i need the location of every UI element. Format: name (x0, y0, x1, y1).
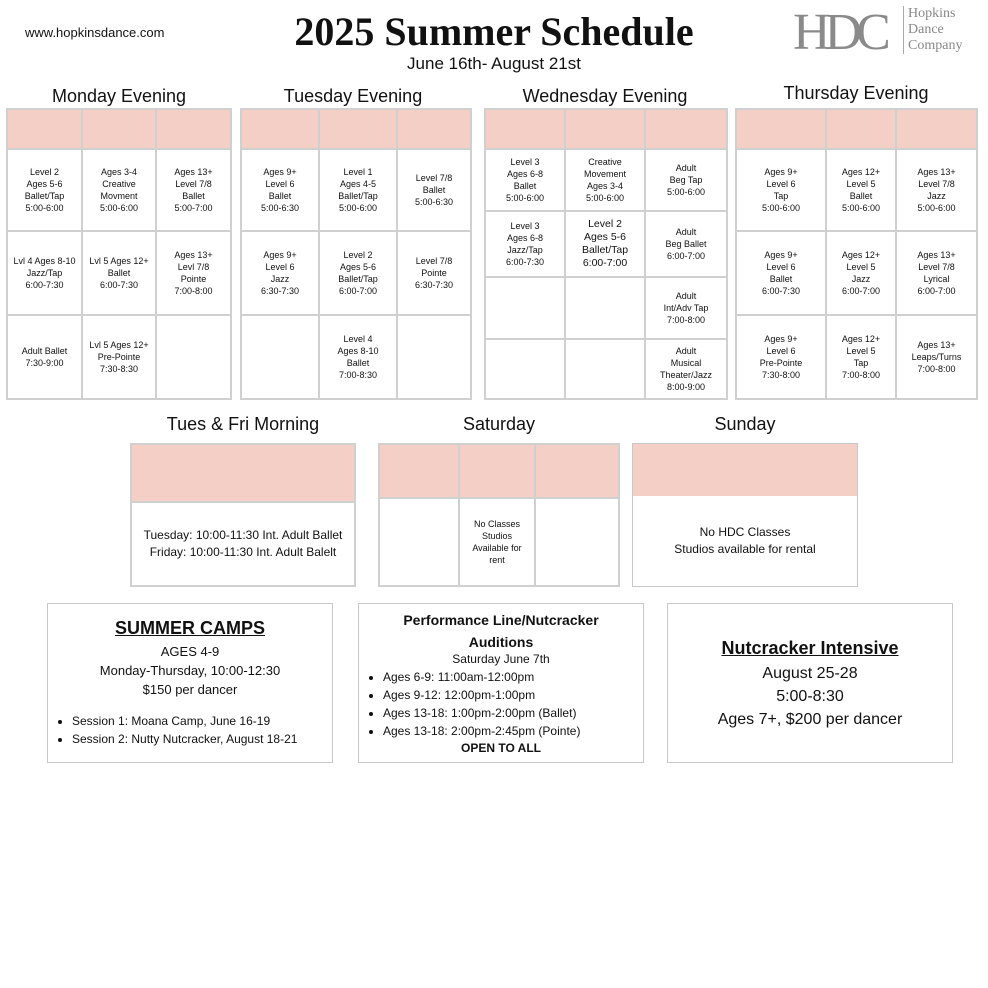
class-cell: No HDC Classes Studios available for rental (674, 525, 816, 556)
grid-header-cell (398, 110, 470, 150)
grid-header-cell (633, 444, 857, 496)
class-cell (486, 340, 566, 398)
grid-header-cell (242, 110, 320, 150)
class-cell: Ages 9+ Level 6 Tap 5:00-6:00 (737, 150, 827, 232)
auditions-box (358, 603, 644, 763)
morning-grid (130, 443, 356, 587)
summer-camps-box (47, 603, 333, 763)
monday-grid (6, 108, 232, 400)
class-cell: Level 1 Ages 4-5 Ballet/Tap 5:00-6:00 (320, 150, 398, 232)
intensive-details (668, 662, 952, 731)
class-cell: Ages 9+ Level 6 Pre-Pointe 7:30-8:00 (737, 316, 827, 398)
grid-header-cell (737, 110, 827, 150)
class-cell: Adult Ballet 7:30-9:00 (8, 316, 83, 398)
saturday-title: Saturday (462, 414, 536, 434)
grid-header-cell (157, 110, 230, 150)
summer-camps-title: SUMMER CAMPS (114, 618, 265, 638)
thursday-grid (735, 108, 978, 400)
camps-line: AGES 4-9 (160, 644, 220, 659)
class-cell (398, 316, 470, 398)
class-cell: Level 3 Ages 6-8 Ballet 5:00-6:00 (486, 150, 566, 212)
class-cell: Adult Int/Adv Tap 7:00-8:00 (646, 278, 726, 340)
tuesday-grid (240, 108, 472, 400)
class-cell (242, 316, 320, 398)
grid-header-cell (460, 445, 536, 499)
camps-session-item: • Session 1: Moana Camp, June 16-19 (72, 712, 297, 730)
class-cell (380, 499, 460, 585)
auditions-list (361, 668, 580, 740)
intensive-line: 5:00-8:30 (776, 688, 844, 705)
class-cell: Ages 13+ Level 7/8 Ballet 5:00-7:00 (157, 150, 230, 232)
logo-word: Dance (908, 22, 944, 37)
page-subtitle: June 16th- August 21st (407, 54, 581, 73)
class-cell: Ages 13+ Level 7/8 Lyrical 6:00-7:00 (897, 232, 976, 316)
page-title: 2025 Summer Schedule (294, 9, 694, 54)
intensive-title: Nutcracker Intensive (721, 638, 899, 658)
thursday-title: Thursday Evening (783, 83, 929, 103)
class-cell: Lvl 4 Ages 8-10 Jazz/Tap 6:00-7:30 (8, 232, 83, 316)
class-cell: Level 7/8 Ballet 5:00-6:30 (398, 150, 470, 232)
auditions-title-line: Performance Line/Nutcracker (403, 612, 599, 628)
auditions-item: • Ages 13-18: 2:00pm-2:45pm (Pointe) (383, 722, 580, 740)
camps-line: Monday-Thursday, 10:00-12:30 (99, 663, 281, 678)
camps-session-list (50, 712, 297, 748)
class-cell (536, 499, 618, 585)
auditions-footer: OPEN TO ALL (460, 741, 541, 755)
grid-header-cell (132, 445, 354, 503)
class-cell: Ages 13+ Leaps/Turns 7:00-8:00 (911, 340, 962, 374)
intensive-line: August 25-28 (762, 665, 858, 682)
sunday-grid (632, 443, 858, 587)
logo-mark: HDC (793, 4, 885, 61)
class-cell (566, 278, 646, 340)
wednesday-title: Wednesday Evening (522, 86, 688, 106)
sunday-title: Sunday (714, 414, 776, 434)
class-cell: Ages 9+ Level 6 Jazz 6:30-7:30 (242, 232, 320, 316)
class-cell: Ages 13+ Level 7/8 Jazz 5:00-6:00 (897, 150, 976, 232)
auditions-item: • Ages 9-12: 12:00pm-1:00pm (383, 686, 580, 704)
class-cell (566, 340, 646, 398)
class-cell: Adult Musical Theater/Jazz 8:00-9:00 (659, 346, 713, 392)
class-cell: Level 2 Ages 5-6 Ballet/Tap 5:00-6:00 (8, 150, 83, 232)
auditions-item: • Ages 6-9: 11:00am-12:00pm (383, 668, 580, 686)
class-cell: Tuesday: 10:00-11:30 Int. Adult Ballet Friday: 10:00-11:30 Int. Adult Balelt (143, 528, 343, 559)
class-cell (486, 278, 566, 340)
class-cell: Level 3 Ages 6-8 Jazz/Tap 6:00-7:30 (486, 212, 566, 278)
website-url[interactable]: www.hopkinsdance.com (25, 25, 165, 40)
class-cell: Adult Beg Ballet 6:00-7:00 (646, 212, 726, 278)
saturday-grid (378, 443, 620, 587)
tuesday-title: Tuesday Evening (283, 86, 423, 106)
camps-line: $150 per dancer (142, 682, 238, 697)
class-cell: Lvl 5 Ages 12+ Pre-Pointe 7:30-8:30 (83, 316, 157, 398)
logo-word: Company (908, 38, 963, 53)
grid-header-cell (83, 110, 157, 150)
class-cell: Lvl 5 Ages 12+ Ballet 6:00-7:30 (83, 232, 157, 316)
grid-header-cell (897, 110, 976, 150)
logo-words (903, 6, 962, 54)
grid-header-cell (827, 110, 897, 150)
intensive-box (667, 603, 953, 763)
grid-header-cell (380, 445, 460, 499)
class-cell: Level 4 Ages 8-10 Ballet 7:00-8:30 (320, 316, 398, 398)
class-cell: Ages 3-4 Creative Movment 5:00-6:00 (83, 150, 157, 232)
grid-header-cell (646, 110, 726, 150)
class-cell (157, 316, 230, 398)
intensive-line: Ages 7+, $200 per dancer (717, 711, 903, 728)
class-cell: Adult Beg Tap 5:00-6:00 (646, 150, 726, 212)
class-cell: Level 2 Ages 5-6 Ballet/Tap 6:00-7:00 (320, 232, 398, 316)
grid-header-cell (566, 110, 646, 150)
hdc-logo (793, 4, 983, 62)
camps-session-item: • Session 2: Nutty Nutcracker, August 18-21 (72, 730, 297, 748)
summer-camps-details (48, 642, 332, 699)
monday-title: Monday Evening (51, 86, 187, 106)
wednesday-grid (484, 108, 728, 400)
class-cell: Ages 12+ Level 5 Jazz 6:00-7:00 (827, 232, 897, 316)
auditions-title (359, 609, 643, 653)
auditions-title-line: Auditions (468, 634, 534, 650)
auditions-date: Saturday June 7th (452, 652, 550, 666)
class-cell: Ages 9+ Level 6 Ballet 5:00-6:30 (242, 150, 320, 232)
grid-header-cell (8, 110, 83, 150)
class-cell: Ages 12+ Level 5 Ballet 5:00-6:00 (827, 150, 897, 232)
auditions-item: • Ages 13-18: 1:00pm-2:00pm (Ballet) (383, 704, 580, 722)
morning-title: Tues & Fri Morning (166, 414, 320, 434)
class-cell: Ages 13+ Levl 7/8 Pointe 7:00-8:00 (157, 232, 230, 316)
class-cell: No Classes Studios Available for rent (460, 499, 536, 585)
grid-header-cell (536, 445, 618, 499)
class-cell: Level 7/8 Pointe 6:30-7:30 (398, 232, 470, 316)
logo-word: Hopkins (908, 6, 956, 21)
class-cell: Ages 12+ Level 5 Tap 7:00-8:00 (827, 316, 897, 398)
grid-header-cell (486, 110, 566, 150)
grid-header-cell (320, 110, 398, 150)
class-cell: Creative Movement Ages 3-4 5:00-6:00 (566, 150, 646, 212)
class-cell: Level 2 Ages 5-6 Ballet/Tap 6:00-7:00 (566, 212, 646, 278)
class-cell: Ages 9+ Level 6 Ballet 6:00-7:30 (737, 232, 827, 316)
